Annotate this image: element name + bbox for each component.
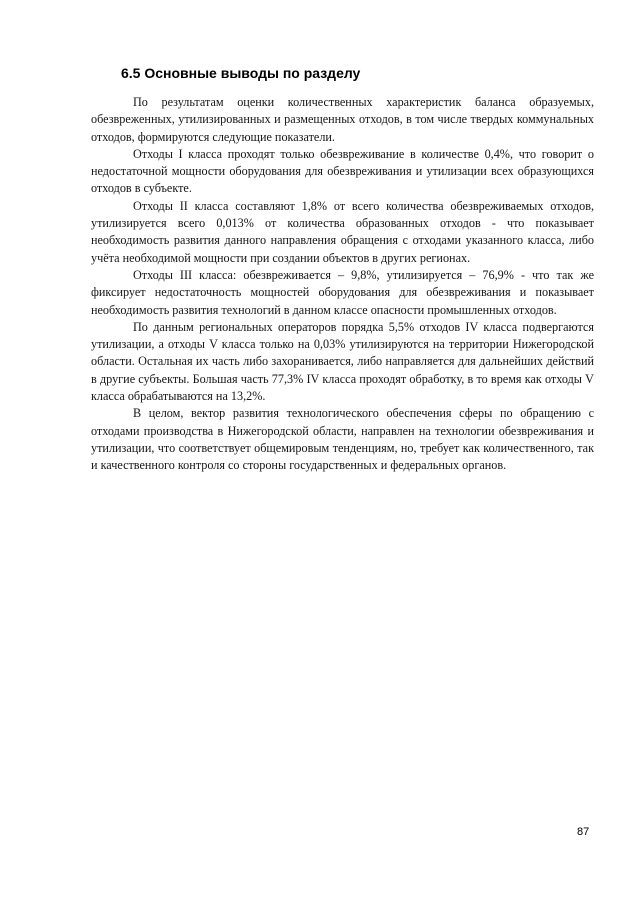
page-number: 87 (577, 826, 590, 838)
paragraph: В целом, вектор развития технологического обеспечения сферы по обращению с отходами производства в Нижегородской области, направлен на технологии обезвреживания и утилизации, что соответствует общемировым тенденциям, но, требует как количественного, так и качественного контроля со стороны государственных и федеральных органов. (91, 406, 594, 473)
paragraph: По результатам оценки количественных характеристик баланса образуемых, обезвреженных, утилизированных и размещенных отходов, в том числе твердых коммунальных отходов, формируются следующие показатели. (91, 95, 594, 144)
paragraph: По данным региональных операторов порядка 5,5% отходов IV класса подвергаются утилизации, а отходы V класса только на 0,03% утилизируются на территории Нижегородской области. Остальная их часть либо захоранивается, либо направляется для дальнейших действий в другие субъекты. Большая часть 77,3% IV класса проходят обработку, в то время как отходы V класса обрабатываются на 13,2%. (91, 319, 594, 404)
paragraph: Отходы I класса проходят только обезвреживание в количестве 0,4%, что говорит о недостаточной мощности оборудования для обезвреживания и утилизации всех образующихся отходов в субъекте. (91, 146, 594, 196)
body-text (91, 94, 594, 475)
paragraph: Отходы III класса: обезвреживается – 9,8%, утилизируется – 76,9% - что так же фиксирует недостаточность мощностей оборудования для обезвреживания и показывает необходимость развития технологий в данном классе опасности промышленных отходов. (91, 267, 594, 317)
paragraph: Отходы II класса составляют 1,8% от всего количества обезвреживаемых отходов, утилизируется всего 0,013% от количества образованных отходов - что показывает необходимость развития данного направления обращения с отходами указанного класса, либо учёта необходимой мощности при создании объектов в других регионах. (91, 198, 594, 265)
section-heading: 6.5 Основные выводы по разделу (121, 65, 361, 81)
